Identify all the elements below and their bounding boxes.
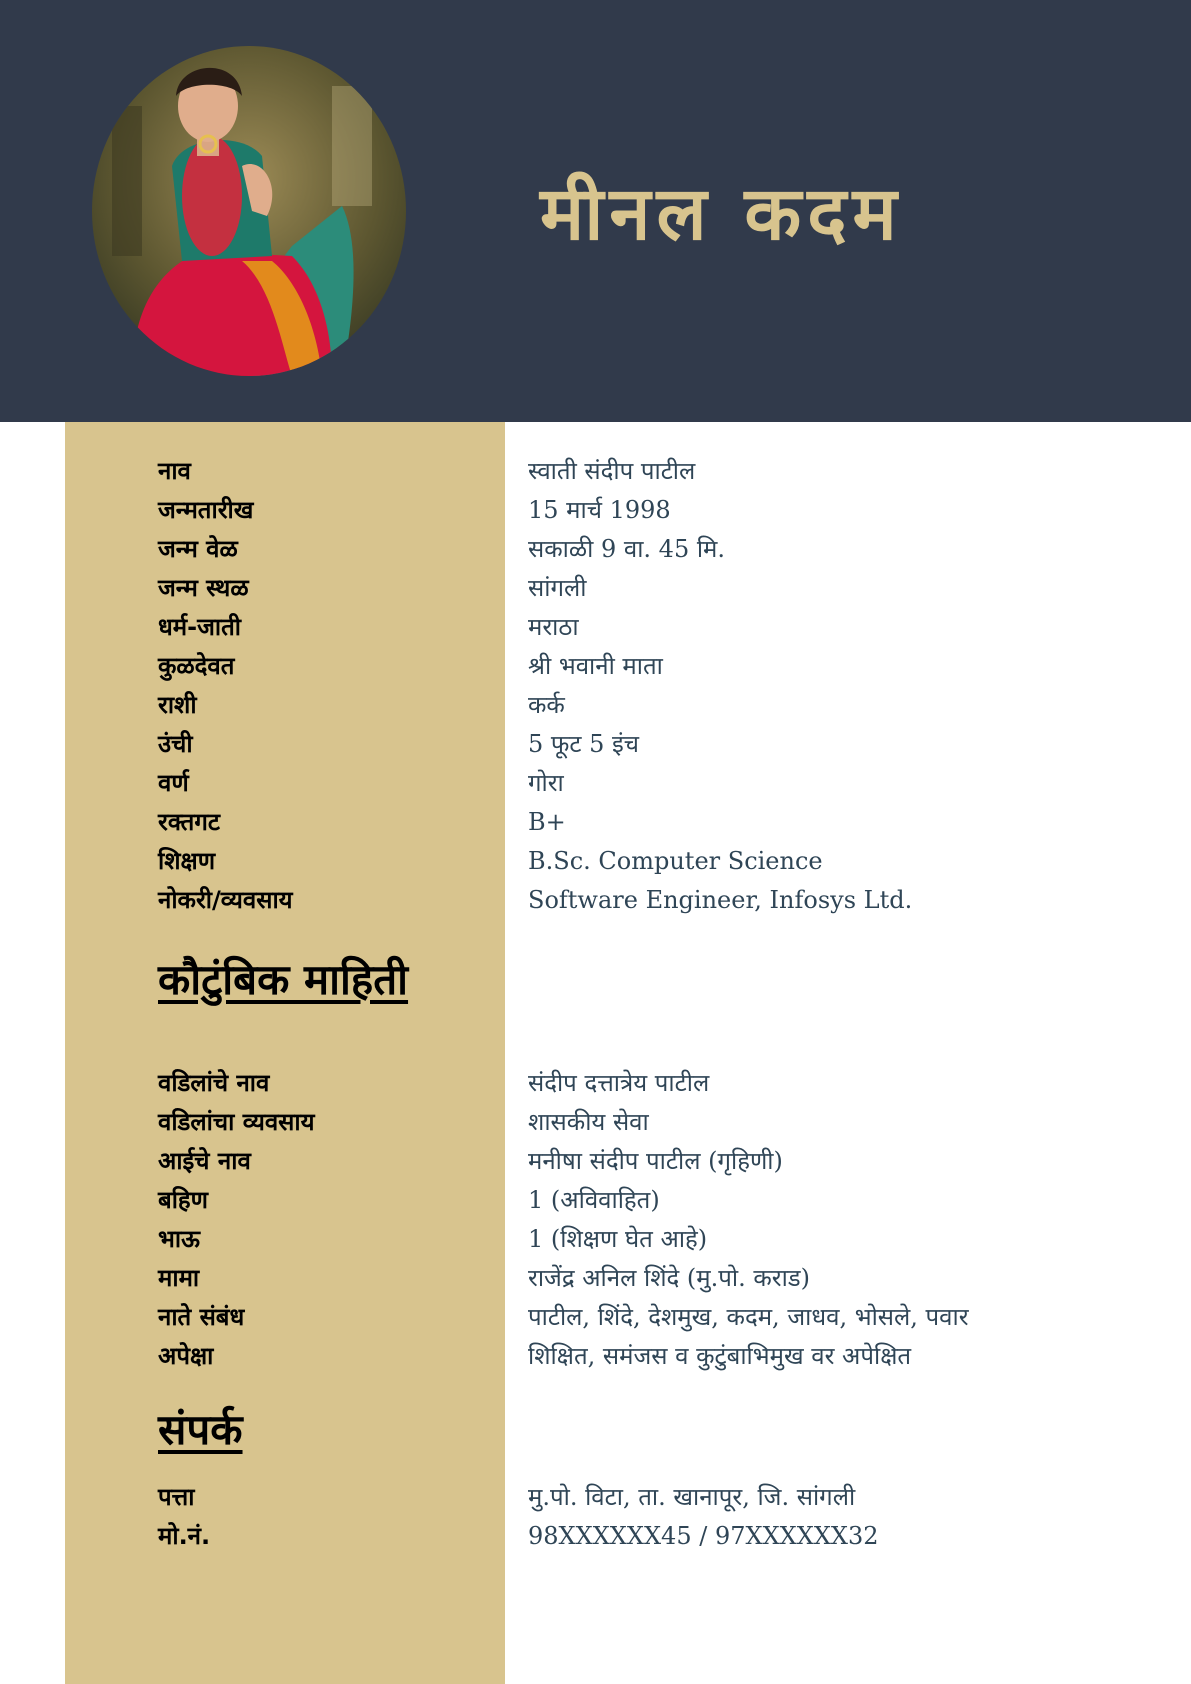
value-relations: पाटील, शिंदे, देशमुख, कदम, जाधव, भोसले, पवार <box>528 1303 969 1331</box>
label-address: पत्ता <box>158 1483 195 1511</box>
value-expectations: शिक्षित, समंजस व कुटुंबाभिमुख वर अपेक्षित <box>528 1342 912 1370</box>
label-height: उंची <box>158 730 193 758</box>
label-blood-group: रक्तगट <box>158 808 220 836</box>
value-birth-time: सकाळी 9 वा. 45 मि. <box>528 535 726 563</box>
value-occupation: Software Engineer, Infosys Ltd. <box>528 886 913 914</box>
value-mother-name: मनीषा संदीप पाटील (गृहिणी) <box>528 1147 783 1175</box>
value-height: 5 फूट 5 इंच <box>528 730 640 758</box>
label-expectations: अपेक्षा <box>158 1342 214 1370</box>
value-father-occupation: शासकीय सेवा <box>528 1108 649 1136</box>
label-dob: जन्मतारीख <box>158 496 254 524</box>
value-caste: मराठा <box>528 613 579 641</box>
label-column-background <box>65 422 505 1684</box>
label-name: नाव <box>158 457 191 485</box>
value-brother: 1 (शिक्षण घेत आहे) <box>528 1225 708 1253</box>
value-blood-group: B+ <box>528 808 566 836</box>
value-birth-place: सांगली <box>528 574 587 602</box>
family-heading: कौटुंबिक माहिती <box>158 955 409 1004</box>
label-education: शिक्षण <box>158 847 216 875</box>
value-father-name: संदीप दत्तात्रेय पाटील <box>528 1069 710 1097</box>
label-caste: धर्म-जाती <box>158 613 241 641</box>
label-sister: बहिण <box>158 1186 209 1214</box>
label-relations: नाते संबंध <box>158 1303 245 1331</box>
label-maternal-uncle: मामा <box>158 1264 200 1292</box>
label-father-name: वडिलांचे नाव <box>158 1069 270 1097</box>
value-mobile: 98XXXXXX45 / 97XXXXXX32 <box>528 1522 879 1550</box>
profile-photo <box>92 46 406 376</box>
contact-heading: संपर्क <box>158 1405 243 1454</box>
value-address: मु.पो. विटा, ता. खानापूर, जि. सांगली <box>528 1483 856 1511</box>
value-dob: 15 मार्च 1998 <box>528 496 671 524</box>
label-birth-place: जन्म स्थळ <box>158 574 249 602</box>
label-rashi: राशी <box>158 691 197 719</box>
label-birth-time: जन्म वेळ <box>158 535 238 563</box>
value-education: B.Sc. Computer Science <box>528 847 823 875</box>
value-sister: 1 (अविवाहित) <box>528 1186 660 1214</box>
label-brother: भाऊ <box>158 1225 200 1253</box>
value-name: स्वाती संदीप पाटील <box>528 457 696 485</box>
value-rashi: कर्क <box>528 691 565 719</box>
candidate-name: मीनल कदम <box>540 171 903 257</box>
label-mother-name: आईचे नाव <box>158 1147 251 1175</box>
label-kuldevat: कुळदेवत <box>158 652 235 680</box>
value-kuldevat: श्री भवानी माता <box>528 652 663 680</box>
label-occupation: नोकरी/व्यवसाय <box>158 886 293 914</box>
label-father-occupation: वडिलांचा व्यवसाय <box>158 1108 315 1136</box>
label-mobile: मो.नं. <box>158 1522 211 1550</box>
label-complexion: वर्ण <box>158 769 189 797</box>
value-maternal-uncle: राजेंद्र अनिल शिंदे (मु.पो. कराड) <box>528 1264 811 1292</box>
value-complexion: गोरा <box>528 769 564 797</box>
